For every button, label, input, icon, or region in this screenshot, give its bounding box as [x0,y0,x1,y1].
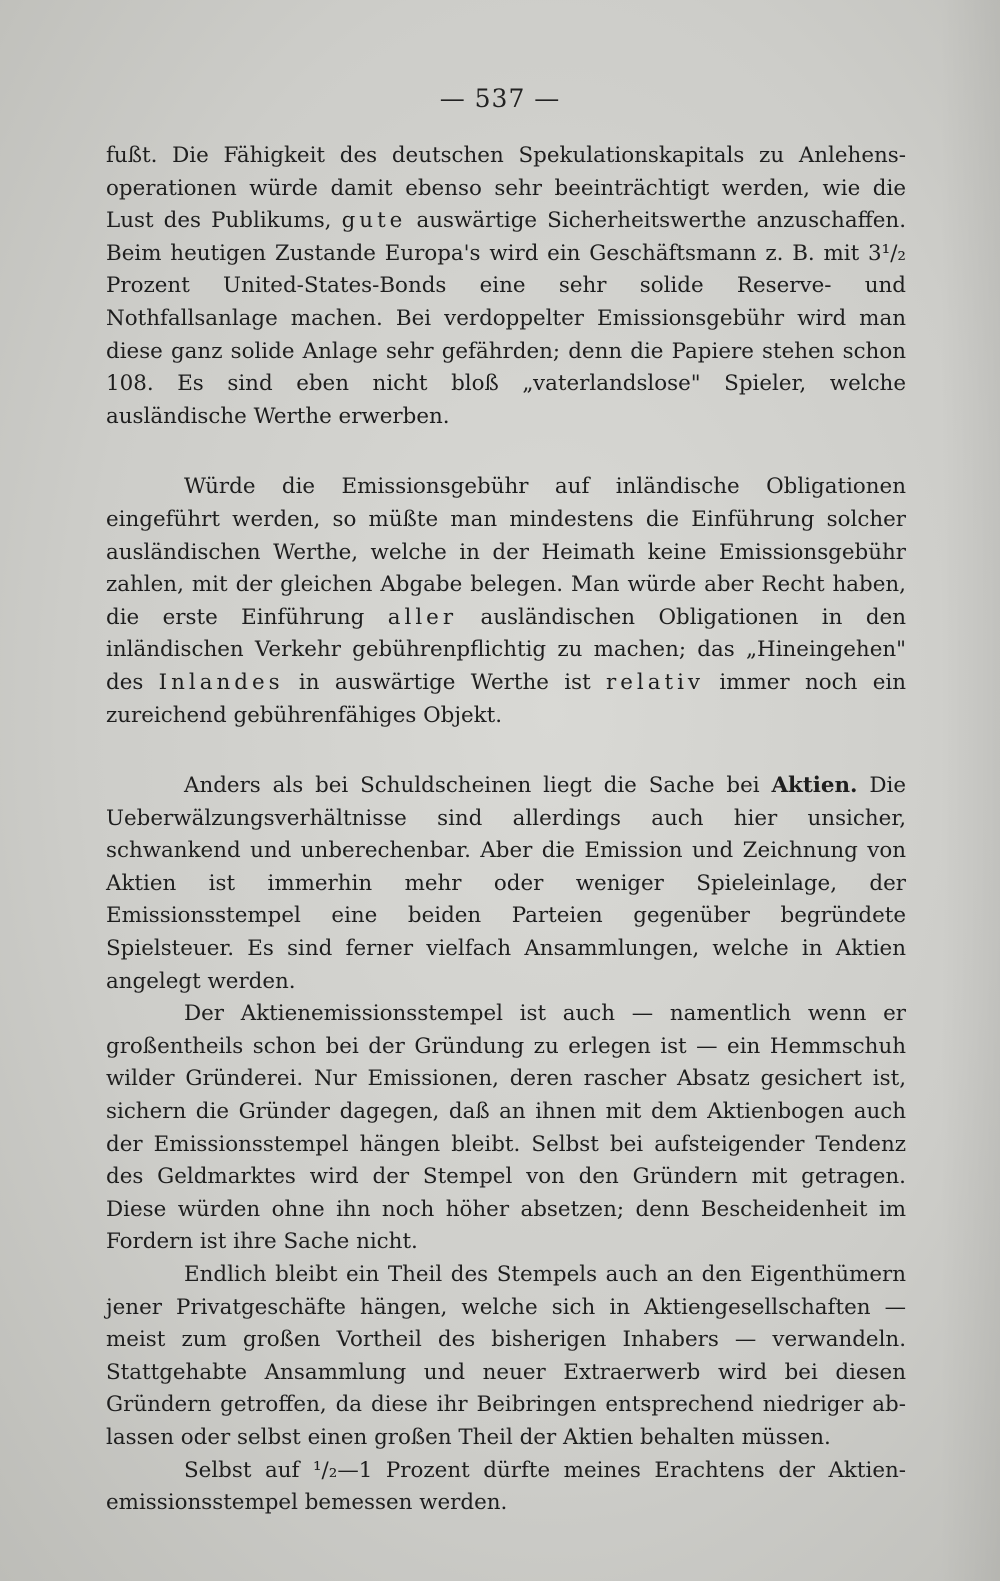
page-number: — 537 — [439,84,561,113]
emphasis-gute: gute [341,208,407,234]
paragraph-2-text-a: Würde die Emissionsgebühr auf inländische Obligationen eingeführt werden, so müßte man mindestens die Einführung solcher ausländischen Werthe, welche in der Heimath keine Emissionsgebühr zahlen, mit der gleichen Abgabe belegen. Man würde aber Recht haben, die erste Einführung [106,474,906,630]
page-body [106,140,906,1520]
paragraph-2-text-b: ausländischen Obligationen in den inländischen Verkehr gebührenpflichtig zu machen; das „Hineingehen" des [106,604,906,695]
page-edge-shadow [940,0,1000,1581]
paragraph-2-text-c: in auswärtige Werthe ist [283,669,606,695]
paragraph-6: Selbst auf ¹/₂—1 Prozent dürfte meines Erachtens der Aktienemissionsstempel bemessen werden. [106,1457,906,1516]
paragraph-2 [106,471,906,732]
paragraph-1 [106,140,906,433]
paragraph-3-text-a: Anders als bei Schuldscheinen liegt die Sache bei [184,773,772,799]
paragraph-4: Der Aktienemissionsstempel ist auch — namentlich wenn er großentheils schon bei der Gründung zu erlegen ist — ein Hemmschuh wilder Gründerei. Nur Emissionen, deren rascher Absatz gesichert ist, sichern die Gründer dagegen, daß an ihnen mit dem Aktienbogen auch der Emissionsstempel hängen bleibt. Selbst bei aufsteigender Tendenz des Geldmarktes wird der Stempel von den Gründern mit getragen. Diese würden ohne ihn noch höher absetzen; denn Bescheidenheit im Fordern ist ihre Sache nicht. [106,1001,906,1255]
paragraph-1-text-b: auswärtige Sicherheitswerthe anzuschaffen. Beim heutigen Zustande Europa's wird ein Geschäftsmann z. B. mit 3¹/₂ Prozent United-States-Bonds eine sehr solide Reserve- und Nothfallsanlage machen. Bei verdoppelter Emissionsgebühr wird man diese ganz solide Anlage sehr gefährden; denn die Papiere stehen schon 108. Es sind eben nicht bloß „vaterlandslose" Spieler, welche ausländische Werthe erwerben. [106,208,906,429]
emphasis-aktien: Aktien. [771,773,858,799]
paragraph-2-text-d: immer noch ein zureichend gebührenfähiges Objekt. [106,669,906,728]
emphasis-aller: aller [387,604,458,630]
emphasis-relativ: relativ [606,669,705,695]
paragraph-3-text-b: Die Ueberwälzungsverhältnisse sind allerdings auch hier unsicher, schwankend und unberechenbar. Aber die Emission und Zeichnung von Aktien ist immerhin mehr oder weniger Spieleinlage, der Emissionsstempel eine beiden Parteien gegenüber begründete Spielsteuer. Es sind ferner vielfach Ansammlungen, welche in Aktien angelegt werden. [106,773,906,994]
paragraph-3 [106,770,906,998]
paragraph-1-text-a: fußt. Die Fähigkeit des deutschen Spekulationskapitals zu Anlehensoperationen würde damit ebenso sehr beeinträchtigt werden, wie die Lust des Publikums, [106,143,906,234]
paragraph-5: Endlich bleibt ein Theil des Stempels auch an den Eigenthümern jener Privatgeschäfte hängen, welche sich in Aktiengesellschaften — meist zum großen Vortheil des bisherigen Inhabers — verwandeln. Stattgehabte Ansammlung und neuer Extraerwerb wird bei diesen Gründern getroffen, da diese ihr Beibringen entsprechend niedriger ablassen oder selbst einen großen Theil der Aktien behalten müssen. [106,1262,906,1450]
emphasis-inlandes: Inlandes [158,669,284,695]
